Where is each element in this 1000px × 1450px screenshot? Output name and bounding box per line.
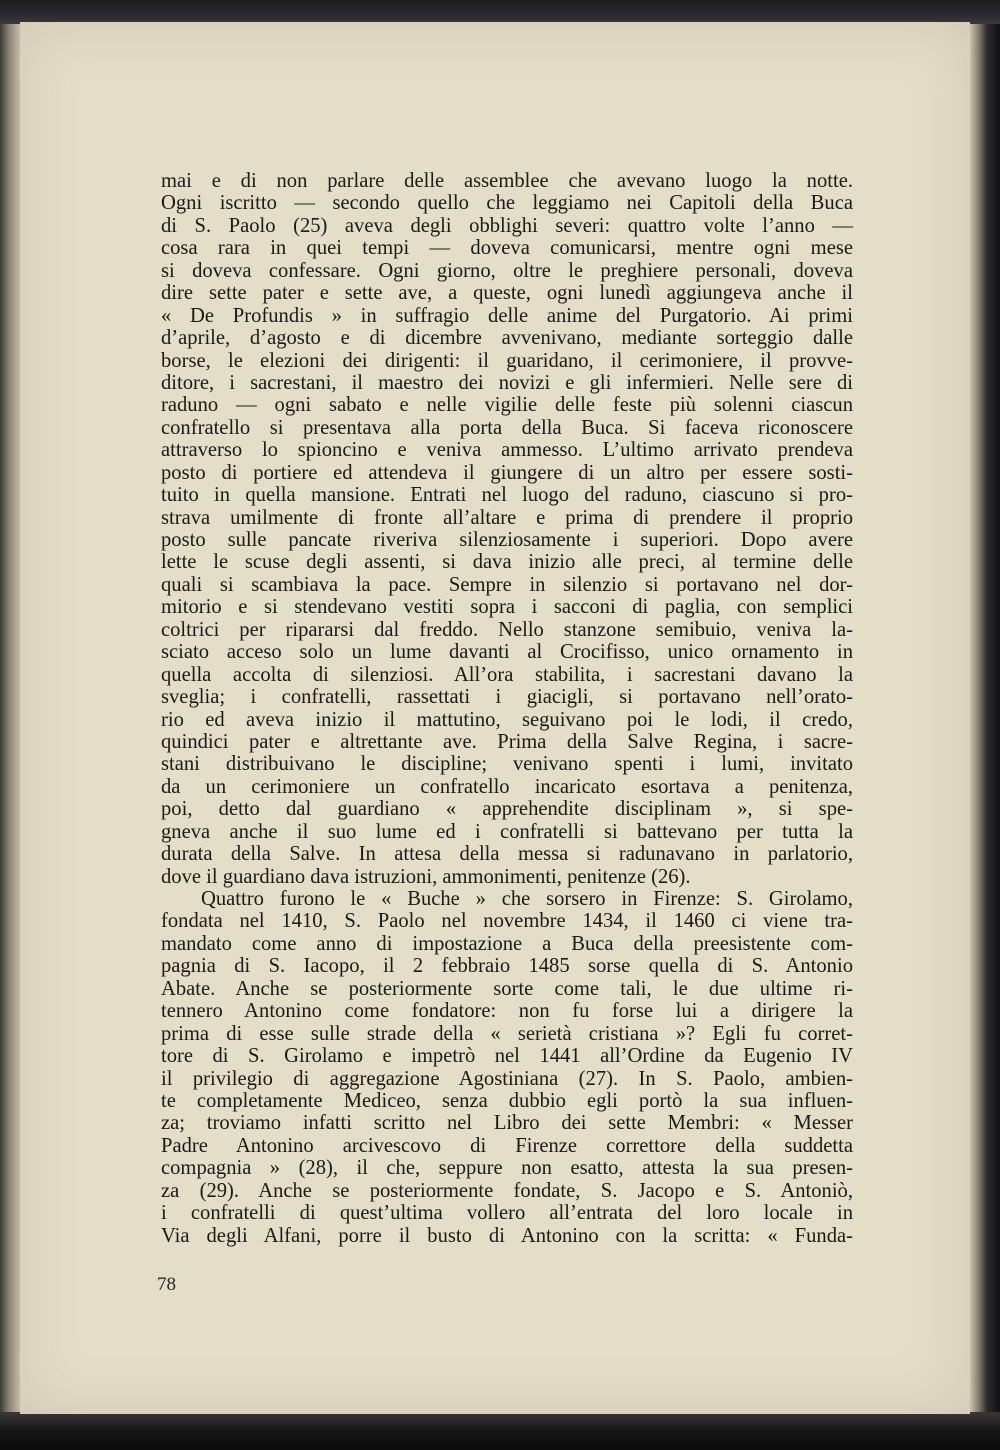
- text-line: quella accolta di silenziosi. All’ora stabilita, i sacrestani davano la: [161, 663, 853, 686]
- body-text: [161, 170, 853, 1247]
- text-line: za (29). Anche se posteriormente fondate, S. Jacopo e S. Antoniò,: [161, 1179, 853, 1202]
- text-line: dire sette pater e sette ave, a queste, ogni lunedì aggiungeva anche il: [161, 282, 853, 305]
- text-line: tennero Antonino come fondatore: non fu forse lui a dirigere la: [161, 1000, 853, 1023]
- text-line: mitorio e si stendevano vestiti sopra i sacconi di paglia, con semplici: [161, 596, 853, 619]
- paragraph-end-line: dove il guardiano dava istruzioni, ammonimenti, penitenze (26).: [161, 865, 691, 888]
- text-line: mandato come anno di impostazione a Buca della preesistente com-: [161, 932, 853, 955]
- text-line: za; troviamo infatti scritto nel Libro dei sette Membri: « Messer: [161, 1112, 853, 1135]
- text-line: posto di portiere ed attendeva il giungere di un altro per essere sosti-: [161, 461, 853, 484]
- text-line: stani distribuivano le discipline; venivano spenti i lumi, invitato: [161, 753, 853, 776]
- text-line: quindici pater e altrettante ave. Prima della Salve Regina, i sacre-: [161, 730, 853, 753]
- text-line: quali si scambiava la pace. Sempre in silenzio si portavano nel dor-: [161, 573, 853, 596]
- right-page-edge: [968, 24, 1000, 1414]
- text-line: d’aprile, d’agosto e di dicembre avvenivano, mediante sorteggio dalle: [161, 327, 853, 350]
- text-line: cosa rara in quei tempi — doveva comunicarsi, mentre ogni mese: [161, 237, 853, 260]
- text-line: strava umilmente di fronte all’altare e prima di prendere il proprio: [161, 506, 853, 529]
- text-line: mai e di non parlare delle assemblee che avevano luogo la notte.: [161, 170, 853, 192]
- text-line: sveglia; i confratelli, rassettati i giacigli, si portavano nell’orato-: [161, 686, 853, 709]
- text-line: posto sulle pancate riveriva silenziosamente i superiori. Dopo avere: [161, 529, 853, 551]
- text-line: tore di S. Girolamo e impetrò nel 1441 all’Ordine da Eugenio IV: [161, 1045, 853, 1068]
- text-line: confratello si presentava alla porta della Buca. Si faceva riconoscere: [161, 416, 853, 439]
- page-number: 78: [157, 1274, 176, 1295]
- text-line: durata della Salve. In attesa della messa si radunavano in parlatorio,: [161, 843, 853, 866]
- text-line: da un cerimoniere un confratello incaricato esortava a penitenza,: [161, 775, 853, 798]
- text-line: borse, le elezioni dei dirigenti: il guaridano, il cerimoniere, il provve-: [161, 349, 853, 372]
- text-line: te completamente Mediceo, senza dubbio egli portò la sua influen-: [161, 1089, 853, 1112]
- text-line: prima di esse sulle strade della « serietà cristiana »? Egli fu corret-: [161, 1022, 853, 1045]
- text-line: rio ed aveva inizio il mattutino, seguivano poi le lodi, il credo,: [161, 708, 853, 731]
- left-binding-gutter: [0, 24, 22, 1414]
- text-line: sciato acceso solo un lume davanti al Crocifisso, unico ornamento in: [161, 641, 853, 664]
- text-line: si doveva confessare. Ogni giorno, oltre le preghiere personali, doveva: [161, 259, 853, 282]
- text-line: i confratelli di quest’ultima vollero all’entrata del loro locale in: [161, 1202, 853, 1225]
- text-line: « De Profundis » in suffragio delle anime del Purgatorio. Ai primi: [161, 304, 853, 327]
- text-line: pagnia di S. Iacopo, il 2 febbraio 1485 sorse quella di S. Antonio: [161, 955, 853, 978]
- text-line: Padre Antonino arcivescovo di Firenze correttore della suddetta: [161, 1134, 853, 1157]
- top-binding-edge: [0, 0, 1000, 24]
- text-line: attraverso lo spioncino e veniva ammesso. L’ultimo arrivato prendeva: [161, 439, 853, 462]
- text-line: lette le scuse degli assenti, si dava inizio alle preci, al termine delle: [161, 551, 853, 574]
- text-line: il privilegio di aggregazione Agostiniana (27). In S. Paolo, ambien-: [161, 1067, 853, 1090]
- text-line: poi, detto dal guardiano « apprehendite disciplinam », si spe-: [161, 798, 853, 821]
- text-line: compagnia » (28), il che, seppure non esatto, attesta la sua presen-: [161, 1157, 853, 1180]
- bottom-page-edge: [0, 1412, 1000, 1450]
- text-line: tuito in quella mansione. Entrati nel luogo del raduno, ciascuno si pro-: [161, 484, 853, 507]
- text-line: Abate. Anche se posteriormente sorte come tali, le due ultime ri-: [161, 977, 853, 1000]
- text-line: coltrici per ripararsi dal freddo. Nello stanzone semibuio, veniva la-: [161, 618, 853, 641]
- text-line: Ogni iscritto — secondo quello che leggiamo nei Capitoli della Buca: [161, 192, 853, 215]
- text-line: Via degli Alfani, porre il busto di Antonino con la scritta: « Funda-: [161, 1224, 853, 1247]
- text-line: gneva anche il suo lume ed i confratelli si battevano per tutta la: [161, 820, 853, 843]
- paragraph-start-line: Quattro furono le « Buche » che sorsero in Firenze: S. Girolamo,: [201, 888, 853, 910]
- text-line: raduno — ogni sabato e nelle vigilie delle feste più solenni ciascun: [161, 394, 853, 417]
- text-line: ditore, i sacrestani, il maestro dei novizi e gli infermieri. Nelle sere di: [161, 371, 853, 394]
- text-line: di S. Paolo (25) aveva degli obblighi severi: quattro volte l’anno —: [161, 214, 853, 237]
- text-line: fondata nel 1410, S. Paolo nel novembre 1434, il 1460 ci viene tra-: [161, 910, 853, 933]
